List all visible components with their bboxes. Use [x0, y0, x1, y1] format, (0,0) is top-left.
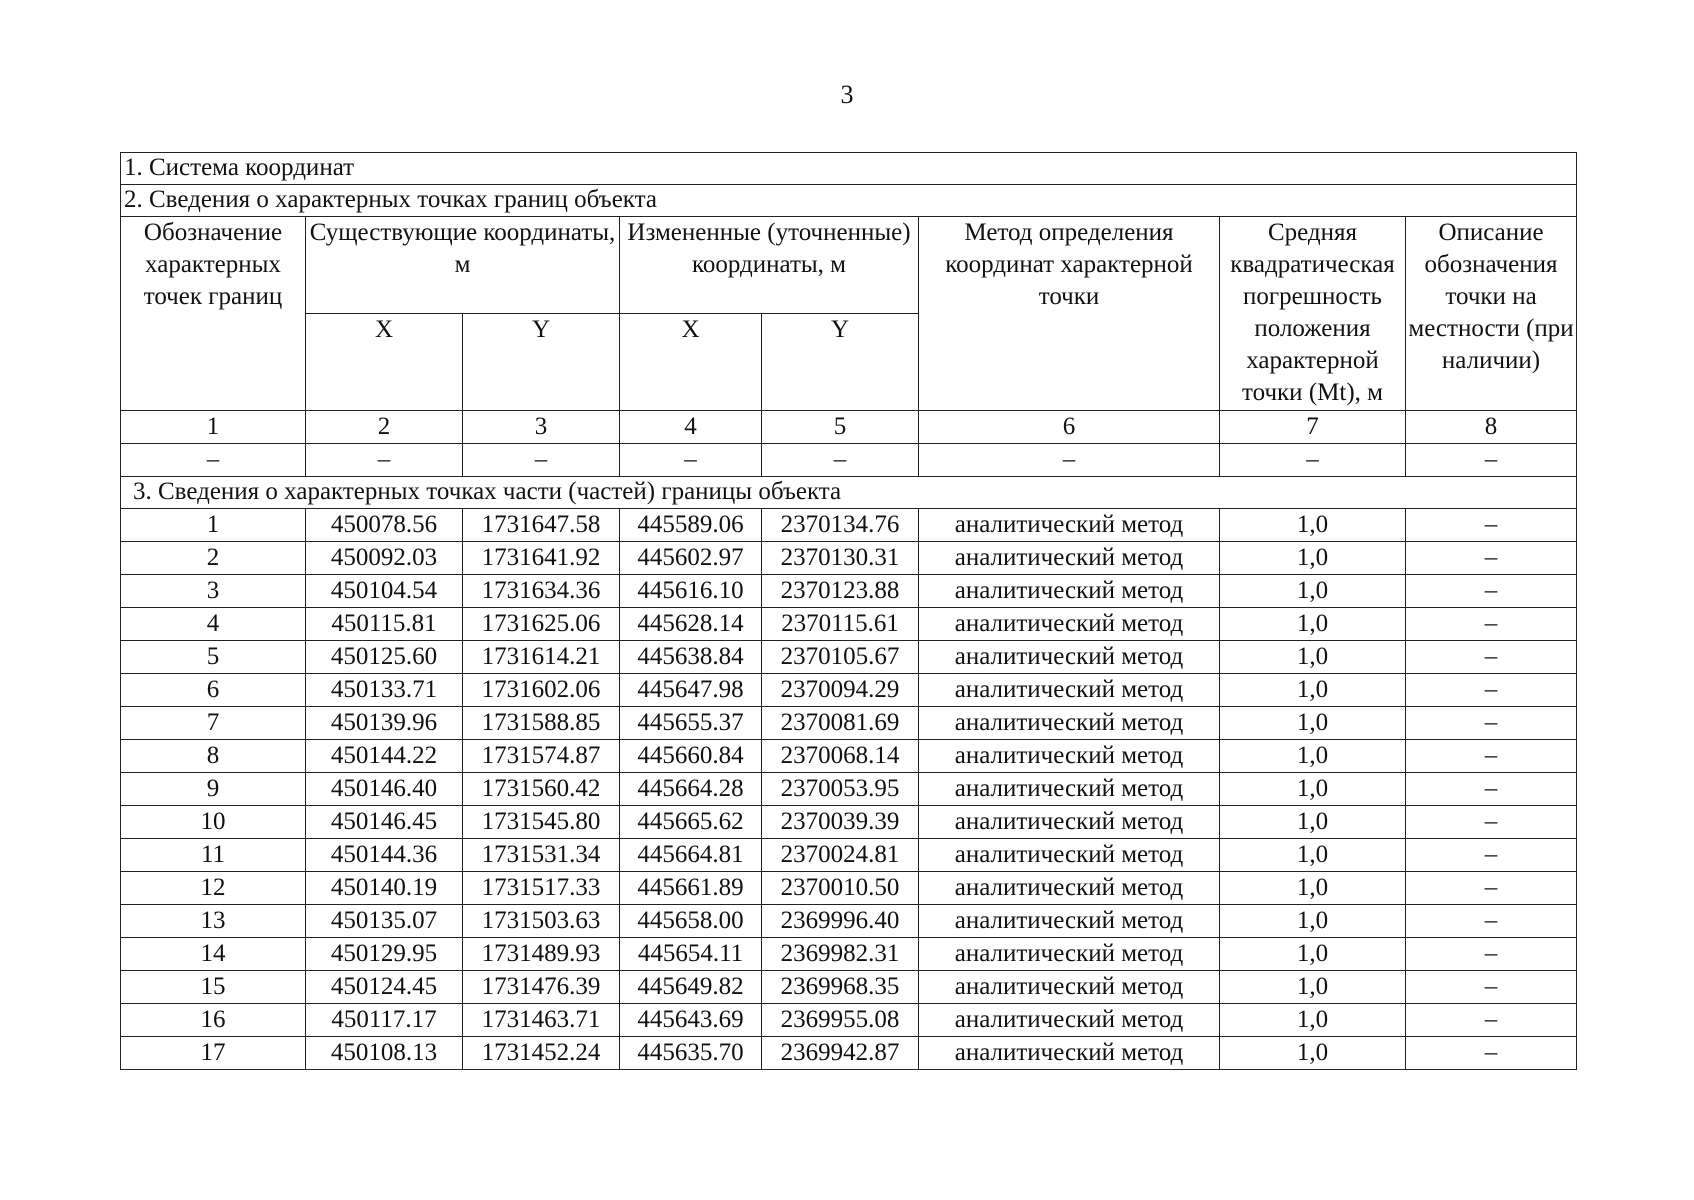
table-row [121, 509, 1577, 542]
existing-y-cell: 1731476.39 [463, 971, 620, 1004]
existing-x-cell: 450146.45 [306, 806, 463, 839]
error-cell: 1,0 [1220, 1037, 1406, 1070]
point-number-cell: 3 [121, 575, 306, 608]
method-cell: аналитический метод [919, 872, 1220, 905]
point-number-cell: 16 [121, 1004, 306, 1037]
existing-x-cell: 450139.96 [306, 707, 463, 740]
column-number: 1 [121, 411, 306, 444]
empty-cell: – [121, 444, 306, 477]
empty-cell: – [306, 444, 463, 477]
existing-x-cell: 450115.81 [306, 608, 463, 641]
changed-x-cell: 445661.89 [620, 872, 762, 905]
empty-cell: – [919, 444, 1220, 477]
point-number-cell: 11 [121, 839, 306, 872]
existing-x-cell: 450104.54 [306, 575, 463, 608]
changed-x-cell: 445628.14 [620, 608, 762, 641]
table-row [121, 1037, 1577, 1070]
description-cell: – [1406, 641, 1577, 674]
error-cell: 1,0 [1220, 839, 1406, 872]
error-cell: 1,0 [1220, 872, 1406, 905]
point-number-cell: 7 [121, 707, 306, 740]
empty-cell: – [1220, 444, 1406, 477]
table-row [121, 542, 1577, 575]
description-cell: – [1406, 707, 1577, 740]
existing-y-cell: 1731503.63 [463, 905, 620, 938]
method-cell: аналитический метод [919, 1037, 1220, 1070]
existing-y-cell: 1731602.06 [463, 674, 620, 707]
existing-x-cell: 450078.56 [306, 509, 463, 542]
method-cell: аналитический метод [919, 641, 1220, 674]
boundary-points-table [120, 152, 1577, 1070]
existing-y-cell: 1731641.92 [463, 542, 620, 575]
description-cell: – [1406, 938, 1577, 971]
changed-x-cell: 445638.84 [620, 641, 762, 674]
changed-x-cell: 445643.69 [620, 1004, 762, 1037]
section-3-row [121, 477, 1577, 509]
error-cell: 1,0 [1220, 575, 1406, 608]
changed-y-cell: 2370039.39 [762, 806, 919, 839]
header-existing-y: Y [463, 314, 620, 411]
error-cell: 1,0 [1220, 542, 1406, 575]
existing-y-cell: 1731625.06 [463, 608, 620, 641]
point-number-cell: 15 [121, 971, 306, 1004]
existing-x-cell: 450092.03 [306, 542, 463, 575]
description-cell: – [1406, 806, 1577, 839]
changed-x-cell: 445660.84 [620, 740, 762, 773]
table-row [121, 806, 1577, 839]
point-number-cell: 9 [121, 773, 306, 806]
section-2-row [121, 185, 1577, 217]
table-row [121, 872, 1577, 905]
table-row [121, 773, 1577, 806]
changed-x-cell: 445655.37 [620, 707, 762, 740]
changed-x-cell: 445616.10 [620, 575, 762, 608]
method-cell: аналитический метод [919, 938, 1220, 971]
changed-y-cell: 2370105.67 [762, 641, 919, 674]
point-number-cell: 17 [121, 1037, 306, 1070]
empty-cell: – [1406, 444, 1577, 477]
error-cell: 1,0 [1220, 707, 1406, 740]
changed-y-cell: 2370010.50 [762, 872, 919, 905]
changed-y-cell: 2370130.31 [762, 542, 919, 575]
changed-y-cell: 2370115.61 [762, 608, 919, 641]
header-changed-y: Y [762, 314, 919, 411]
point-number-cell: 13 [121, 905, 306, 938]
point-number-cell: 2 [121, 542, 306, 575]
description-cell: – [1406, 773, 1577, 806]
method-cell: аналитический метод [919, 740, 1220, 773]
changed-y-cell: 2370081.69 [762, 707, 919, 740]
existing-x-cell: 450140.19 [306, 872, 463, 905]
point-number-cell: 14 [121, 938, 306, 971]
method-cell: аналитический метод [919, 773, 1220, 806]
empty-cell: – [463, 444, 620, 477]
description-cell: – [1406, 608, 1577, 641]
method-cell: аналитический метод [919, 806, 1220, 839]
changed-x-cell: 445647.98 [620, 674, 762, 707]
existing-y-cell: 1731588.85 [463, 707, 620, 740]
empty-cell: – [620, 444, 762, 477]
empty-data-row [121, 444, 1577, 477]
description-cell: – [1406, 971, 1577, 1004]
header-existing-x: X [306, 314, 463, 411]
header-error: Средняя квадратическая погрешность положения характерной точки (Mt), м [1220, 217, 1406, 411]
changed-y-cell: 2370053.95 [762, 773, 919, 806]
changed-y-cell: 2369996.40 [762, 905, 919, 938]
existing-x-cell: 450144.36 [306, 839, 463, 872]
header-existing-coords: Существующие координаты, м [306, 217, 620, 314]
error-cell: 1,0 [1220, 641, 1406, 674]
table-row [121, 674, 1577, 707]
table-row [121, 641, 1577, 674]
section-1-row [121, 153, 1577, 185]
method-cell: аналитический метод [919, 575, 1220, 608]
changed-y-cell: 2369968.35 [762, 971, 919, 1004]
error-cell: 1,0 [1220, 608, 1406, 641]
point-number-cell: 5 [121, 641, 306, 674]
error-cell: 1,0 [1220, 905, 1406, 938]
error-cell: 1,0 [1220, 740, 1406, 773]
column-number: 4 [620, 411, 762, 444]
point-number-cell: 6 [121, 674, 306, 707]
existing-x-cell: 450108.13 [306, 1037, 463, 1070]
method-cell: аналитический метод [919, 608, 1220, 641]
description-cell: – [1406, 542, 1577, 575]
method-cell: аналитический метод [919, 542, 1220, 575]
changed-y-cell: 2370123.88 [762, 575, 919, 608]
method-cell: аналитический метод [919, 1004, 1220, 1037]
error-cell: 1,0 [1220, 509, 1406, 542]
existing-y-cell: 1731614.21 [463, 641, 620, 674]
description-cell: – [1406, 509, 1577, 542]
existing-y-cell: 1731517.33 [463, 872, 620, 905]
existing-y-cell: 1731574.87 [463, 740, 620, 773]
header-changed-coords: Измененные (уточненные) координаты, м [620, 217, 919, 314]
column-number: 7 [1220, 411, 1406, 444]
changed-x-cell: 445589.06 [620, 509, 762, 542]
point-number-cell: 8 [121, 740, 306, 773]
existing-x-cell: 450125.60 [306, 641, 463, 674]
existing-y-cell: 1731463.71 [463, 1004, 620, 1037]
section-1-title: 1. Система координат [121, 153, 1577, 185]
existing-y-cell: 1731531.34 [463, 839, 620, 872]
empty-cell: – [762, 444, 919, 477]
description-cell: – [1406, 575, 1577, 608]
description-cell: – [1406, 674, 1577, 707]
column-number: 3 [463, 411, 620, 444]
error-cell: 1,0 [1220, 938, 1406, 971]
existing-x-cell: 450146.40 [306, 773, 463, 806]
description-cell: – [1406, 1004, 1577, 1037]
changed-y-cell: 2370094.29 [762, 674, 919, 707]
table-row [121, 707, 1577, 740]
changed-y-cell: 2370134.76 [762, 509, 919, 542]
changed-x-cell: 445665.62 [620, 806, 762, 839]
table-row [121, 740, 1577, 773]
changed-y-cell: 2369982.31 [762, 938, 919, 971]
error-cell: 1,0 [1220, 971, 1406, 1004]
changed-x-cell: 445649.82 [620, 971, 762, 1004]
column-number: 6 [919, 411, 1220, 444]
header-description: Описание обозначения точки на местности (при наличии) [1406, 217, 1577, 411]
method-cell: аналитический метод [919, 905, 1220, 938]
column-number: 8 [1406, 411, 1577, 444]
existing-y-cell: 1731545.80 [463, 806, 620, 839]
existing-x-cell: 450124.45 [306, 971, 463, 1004]
error-cell: 1,0 [1220, 1004, 1406, 1037]
point-number-cell: 4 [121, 608, 306, 641]
header-method: Метод определения координат характерной точки [919, 217, 1220, 411]
description-cell: – [1406, 872, 1577, 905]
table-row [121, 839, 1577, 872]
table-row [121, 905, 1577, 938]
changed-y-cell: 2370024.81 [762, 839, 919, 872]
table-row [121, 971, 1577, 1004]
changed-y-cell: 2369955.08 [762, 1004, 919, 1037]
changed-x-cell: 445664.81 [620, 839, 762, 872]
existing-x-cell: 450117.17 [306, 1004, 463, 1037]
section-3-title: 3. Сведения о характерных точках части (частей) границы объекта [121, 477, 1577, 509]
description-cell: – [1406, 740, 1577, 773]
existing-y-cell: 1731452.24 [463, 1037, 620, 1070]
existing-y-cell: 1731560.42 [463, 773, 620, 806]
header-changed-x: X [620, 314, 762, 411]
table-row [121, 575, 1577, 608]
description-cell: – [1406, 839, 1577, 872]
changed-x-cell: 445635.70 [620, 1037, 762, 1070]
existing-x-cell: 450129.95 [306, 938, 463, 971]
header-designation: Обозначение характерных точек границ [121, 217, 306, 411]
method-cell: аналитический метод [919, 839, 1220, 872]
error-cell: 1,0 [1220, 674, 1406, 707]
error-cell: 1,0 [1220, 773, 1406, 806]
existing-y-cell: 1731634.36 [463, 575, 620, 608]
existing-x-cell: 450144.22 [306, 740, 463, 773]
description-cell: – [1406, 905, 1577, 938]
table-row [121, 938, 1577, 971]
changed-x-cell: 445654.11 [620, 938, 762, 971]
changed-y-cell: 2369942.87 [762, 1037, 919, 1070]
method-cell: аналитический метод [919, 707, 1220, 740]
page-number: 3 [840, 80, 854, 109]
method-cell: аналитический метод [919, 509, 1220, 542]
changed-x-cell: 445658.00 [620, 905, 762, 938]
changed-x-cell: 445664.28 [620, 773, 762, 806]
point-number-cell: 10 [121, 806, 306, 839]
changed-y-cell: 2370068.14 [762, 740, 919, 773]
existing-y-cell: 1731489.93 [463, 938, 620, 971]
section-2-title: 2. Сведения о характерных точках границ объекта [121, 185, 1577, 217]
column-number: 5 [762, 411, 919, 444]
existing-x-cell: 450133.71 [306, 674, 463, 707]
column-numbers-row [121, 411, 1577, 444]
existing-x-cell: 450135.07 [306, 905, 463, 938]
table-row [121, 1004, 1577, 1037]
existing-y-cell: 1731647.58 [463, 509, 620, 542]
method-cell: аналитический метод [919, 674, 1220, 707]
changed-x-cell: 445602.97 [620, 542, 762, 575]
column-number: 2 [306, 411, 463, 444]
point-number-cell: 12 [121, 872, 306, 905]
description-cell: – [1406, 1037, 1577, 1070]
error-cell: 1,0 [1220, 806, 1406, 839]
table-row [121, 608, 1577, 641]
method-cell: аналитический метод [919, 971, 1220, 1004]
point-number-cell: 1 [121, 509, 306, 542]
header-row [121, 217, 1577, 314]
